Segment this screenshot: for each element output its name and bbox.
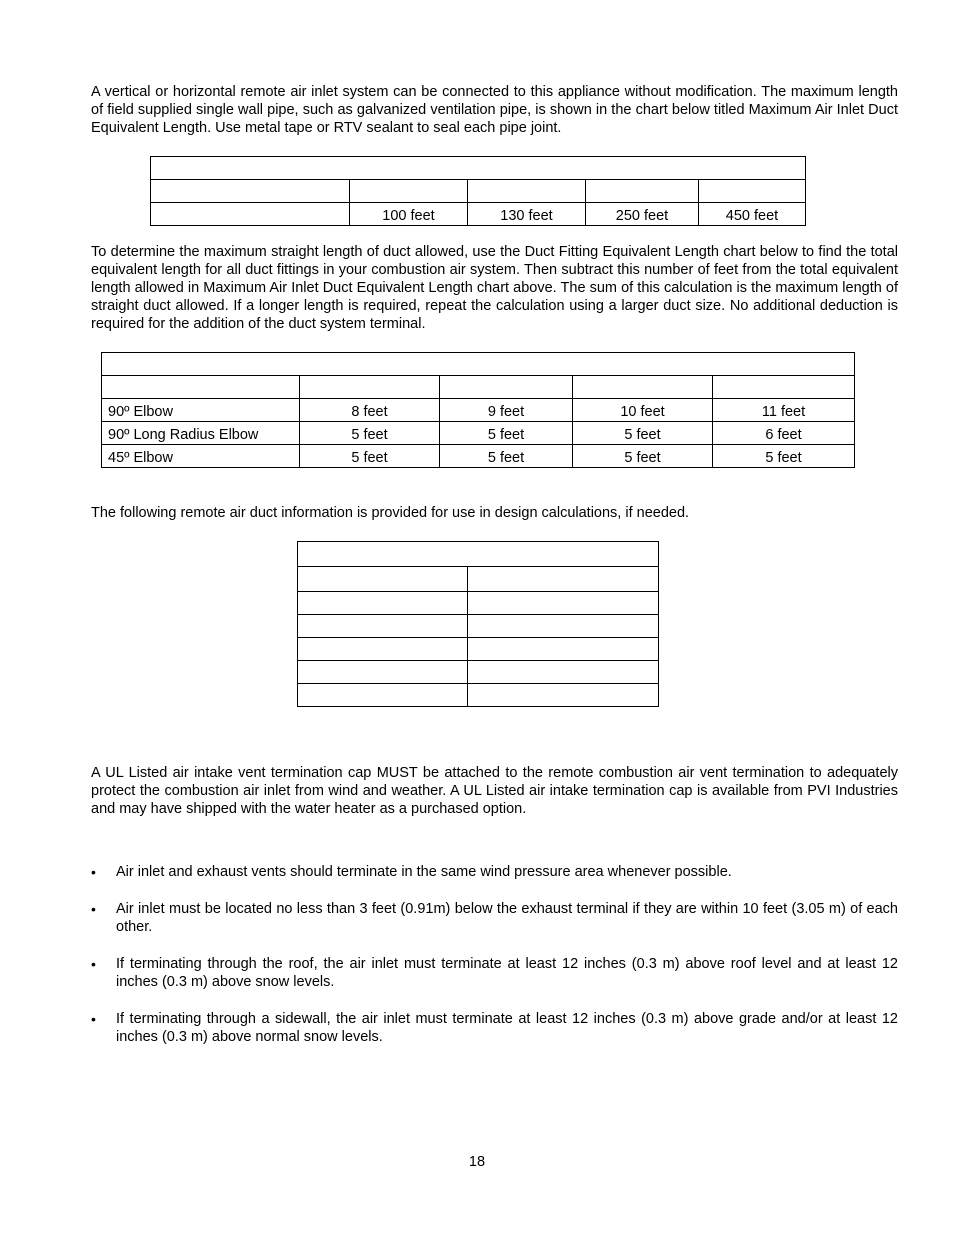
- list-item-text: Air inlet must be located no less than 3 feet (0.91m) below the exhaust terminal if they are within 10 feet (3.05 m) of each other.: [116, 901, 898, 935]
- table-title-row: [151, 157, 806, 180]
- table-row: [298, 592, 659, 615]
- table-cell: [468, 638, 659, 661]
- table-cell: 5 feet: [440, 445, 573, 468]
- table-row: [298, 684, 659, 707]
- table-cell: [298, 661, 468, 684]
- table-cell: [713, 376, 855, 399]
- table-cell: [440, 376, 573, 399]
- table-cell: 8 feet: [300, 399, 440, 422]
- page-number: 18: [468, 1154, 486, 1170]
- table-cell: [298, 592, 468, 615]
- list-item-text: Air inlet and exhaust vents should terminate in the same wind pressure area whenever possible.: [116, 864, 732, 880]
- table-cell: 5 feet: [300, 422, 440, 445]
- table-row: [102, 422, 855, 445]
- table-row: [102, 399, 855, 422]
- table-row: [102, 445, 855, 468]
- table-title-cell: [151, 157, 806, 180]
- remote-air-duct-info-table: [297, 541, 659, 707]
- bullet-icon: •: [91, 901, 96, 917]
- table-row: [298, 615, 659, 638]
- table-cell: [298, 684, 468, 707]
- list-item-text: If terminating through the roof, the air inlet must terminate at least 12 inches (0.3 m) above roof level and at least 12 inches (0.3 m) above snow levels.: [116, 956, 898, 990]
- table-cell: 11 feet: [713, 399, 855, 422]
- table-cell: 10 feet: [573, 399, 713, 422]
- list-item: [91, 955, 898, 991]
- table-cell: [468, 661, 659, 684]
- table-header-row: [102, 376, 855, 399]
- table-cell: 6 feet: [713, 422, 855, 445]
- duct-fitting-table: [101, 352, 855, 468]
- table-cell: 90º Elbow: [102, 399, 300, 422]
- table-cell: 5 feet: [440, 422, 573, 445]
- table-cell: [151, 180, 350, 203]
- remote-info-paragraph: The following remote air duct information is provided for use in design calculations, if needed.: [91, 505, 690, 521]
- table-cell: 90º Long Radius Elbow: [102, 422, 300, 445]
- table-cell: [468, 684, 659, 707]
- bullet-icon: •: [91, 864, 96, 880]
- table-cell: 130 feet: [468, 203, 586, 226]
- table-cell: [573, 376, 713, 399]
- table-cell: [586, 180, 699, 203]
- ul-cap-paragraph: A UL Listed air intake vent termination cap MUST be attached to the remote combustion air vent termination to adequately protect the combustion air inlet from wind and weather. A UL Listed air intake termination cap is available from PVI Industries and may have shipped with the water heater as a purchased option.: [91, 765, 898, 817]
- table-row: [298, 661, 659, 684]
- table-cell: 5 feet: [713, 445, 855, 468]
- table-row: [298, 638, 659, 661]
- table-title-cell: [102, 353, 855, 376]
- table-cell: 450 feet: [699, 203, 806, 226]
- max-air-inlet-duct-table: [150, 156, 806, 226]
- table-row: [298, 567, 659, 592]
- table-cell: [468, 180, 586, 203]
- table-cell: [468, 615, 659, 638]
- table-cell: [151, 203, 350, 226]
- bullet-icon: •: [91, 1011, 96, 1027]
- table-header-row: [151, 180, 806, 203]
- table-title-row: [298, 542, 659, 567]
- list-item: [91, 1010, 898, 1046]
- table-cell: [350, 180, 468, 203]
- table-cell: 250 feet: [586, 203, 699, 226]
- table-row: [151, 203, 806, 226]
- table-cell: 5 feet: [573, 422, 713, 445]
- table-cell: [468, 592, 659, 615]
- table-cell: 5 feet: [573, 445, 713, 468]
- table-cell: [298, 567, 468, 592]
- table-cell: 100 feet: [350, 203, 468, 226]
- table-cell: [699, 180, 806, 203]
- table-cell: 9 feet: [440, 399, 573, 422]
- table-title-cell: [298, 542, 659, 567]
- termination-guidelines-list: [91, 863, 898, 1065]
- list-item-text: If terminating through a sidewall, the air inlet must terminate at least 12 inches (0.3 m) above grade and/or at least 12 inches (0.3 m) above normal snow levels.: [116, 1011, 898, 1045]
- table-cell: 45º Elbow: [102, 445, 300, 468]
- table-cell: 5 feet: [300, 445, 440, 468]
- table-title-row: [102, 353, 855, 376]
- list-item: [91, 900, 898, 936]
- table-cell: [300, 376, 440, 399]
- table-cell: [468, 567, 659, 592]
- determine-paragraph: To determine the maximum straight length of duct allowed, use the Duct Fitting Equivalent Length chart below to find the total equivalent length for all duct fittings in your combustion air system. Then subtract this number of feet from the total equivalent length allowed in Maximum Air Inlet Duct Equivalent Length chart above. The sum of this calculation is the maximum length of straight duct allowed. If a longer length is required, repeat the calculation using a larger duct size. No additional deduction is required for the addition of the duct system terminal.: [91, 244, 898, 332]
- bullet-icon: •: [91, 956, 96, 972]
- table-cell: [102, 376, 300, 399]
- list-item: [91, 863, 898, 881]
- intro-paragraph: A vertical or horizontal remote air inlet system can be connected to this appliance without modification. The maximum length of field supplied single wall pipe, such as galvanized ventilation pipe, is shown in the chart below titled Maximum Air Inlet Duct Equivalent Length. Use metal tape or RTV sealant to seal each pipe joint.: [91, 84, 898, 136]
- table-cell: [298, 638, 468, 661]
- table-cell: [298, 615, 468, 638]
